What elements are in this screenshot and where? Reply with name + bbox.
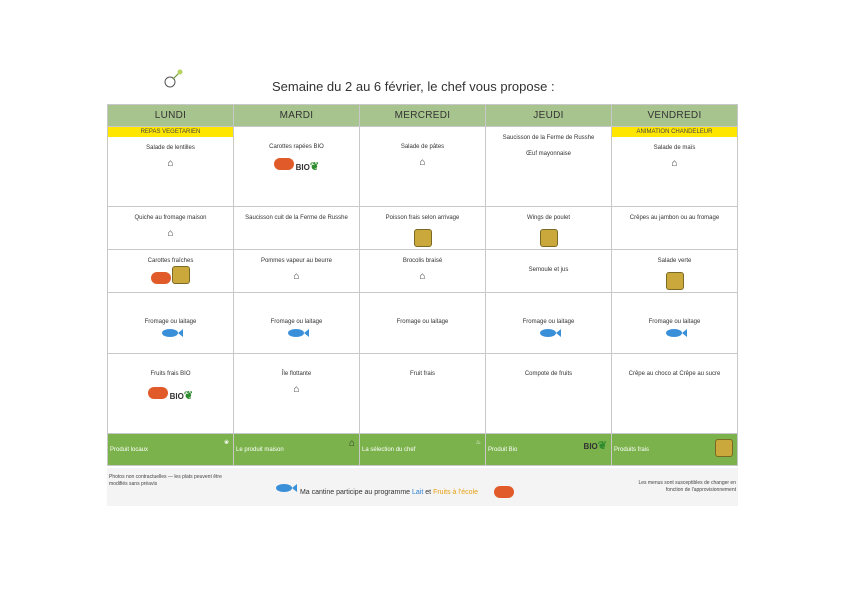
menu-cell — [108, 293, 234, 354]
legend-fresh: Produits frais — [612, 434, 738, 466]
milk-fish-icon — [159, 327, 183, 339]
fruit-school-icon — [274, 158, 294, 170]
chef-selection-icon — [172, 266, 190, 284]
menu-cell — [486, 354, 612, 434]
menu-cell — [612, 293, 738, 354]
bio-logo-icon: BIO❦ — [583, 440, 607, 452]
fruit-school-icon — [494, 486, 514, 498]
dish-label: Poisson frais selon arrivage — [385, 215, 460, 221]
menu-cell — [108, 207, 234, 250]
bio-logo-icon: BIO❦ — [169, 390, 194, 402]
program-lait: Lait — [412, 489, 424, 496]
program-prefix: Ma cantine participe au programme — [299, 489, 411, 496]
fruit-school-icon — [151, 272, 171, 284]
menu-cell — [486, 250, 612, 293]
bio-logo-icon: BIO❦ — [295, 161, 320, 173]
dish-label: Saucisson de la Ferme de Russhe — [502, 135, 595, 141]
dish-label: Crêpes au jambon ou au fromage — [629, 215, 720, 221]
homemade-pot-icon: ⌂ — [167, 158, 174, 169]
dish-label: Fromage ou laitage — [396, 319, 449, 325]
menu-cell — [486, 127, 612, 207]
dish-label: Pommes vapeur au beurre — [260, 258, 333, 264]
dish-label: Fromage ou laitage — [270, 319, 323, 325]
milk-fish-icon — [537, 327, 561, 339]
dish-label: Fruit frais — [409, 371, 435, 377]
milk-fish-icon — [663, 327, 687, 339]
local-product-icon: ❀ — [223, 440, 229, 446]
weekly-menu-table — [107, 104, 738, 466]
program-fruits: Fruits à l'école — [433, 489, 478, 496]
dish-label: Fromage ou laitage — [144, 319, 197, 325]
legend-bio: Produit Bio BIO❦ — [486, 434, 612, 466]
chandeleur-tag: ANIMATION CHANDELEUR — [612, 127, 737, 137]
menu-cell — [360, 127, 486, 207]
restaurant-logo-icon — [160, 66, 186, 92]
day-header-lundi: LUNDI — [108, 105, 234, 127]
chef-selection-icon — [540, 229, 558, 247]
legend-local: Produit locaux ❀ — [108, 434, 234, 466]
dish-label: Carottes rapées BIO — [269, 144, 324, 150]
footer-disclaimer: Photos non contractuelles — les plats peuvent être modifiés sans préavis — [109, 474, 222, 487]
dish-label: Fruits frais BIO — [150, 371, 191, 377]
homemade-pot-icon: ⌂ — [671, 158, 678, 169]
vegetarian-tag: REPAS VEGETARIEN — [108, 127, 233, 137]
dish-label: Fromage ou laitage — [522, 319, 575, 325]
menu-cell — [612, 127, 738, 207]
menu-cell — [360, 207, 486, 250]
menu-cell — [234, 354, 360, 434]
milk-fish-icon — [272, 482, 298, 494]
program-et: et — [425, 489, 432, 496]
menu-cell — [234, 127, 360, 207]
menu-cell — [612, 250, 738, 293]
fresh-product-icon — [715, 439, 733, 457]
dish-label: Salade de maïs — [653, 145, 696, 151]
menu-cell — [360, 293, 486, 354]
dish-label: Fromage ou laitage — [648, 319, 701, 325]
menu-cell — [234, 250, 360, 293]
menu-cell — [108, 250, 234, 293]
homemade-pot-icon: ⌂ — [348, 438, 355, 449]
dish-label: Crêpe au choco at Crêpe au sucre — [628, 371, 721, 377]
dish-label: Compote de fruits — [524, 371, 573, 377]
homemade-pot-icon: ⌂ — [293, 271, 300, 282]
menu-cell — [486, 207, 612, 250]
dish-label: Brocolis braisé — [402, 258, 443, 264]
dish-label: Wings de poulet — [526, 215, 571, 221]
dish-label: Île flottante — [281, 371, 312, 377]
footer-supply-note: Les menus sont susceptibles de changer en fonction de l'approvisionnement — [638, 480, 736, 493]
homemade-pot-icon: ⌂ — [419, 271, 426, 282]
dish-label: Salade verte — [657, 258, 692, 264]
menu-cell — [108, 127, 234, 207]
homemade-pot-icon: ⌂ — [167, 228, 174, 239]
milk-fish-icon — [285, 327, 309, 339]
dish-label: Saucisson cuit de la Ferme de Russhe — [245, 215, 348, 221]
day-header-jeudi: JEUDI — [486, 105, 612, 127]
dish-label: Œuf mayonnaise — [525, 151, 572, 157]
dish-label: Carottes fraîches — [147, 258, 194, 264]
day-header-vendredi: VENDREDI — [612, 105, 738, 127]
dish-label: Semoule et jus — [528, 267, 569, 273]
legend-chef: La sélection du chef ♨ — [360, 434, 486, 466]
day-header-mardi: MARDI — [234, 105, 360, 127]
legend-homemade: Le produit maison ⌂ — [234, 434, 360, 466]
program-note — [272, 482, 514, 498]
menu-cell — [360, 354, 486, 434]
chef-selection-icon — [414, 229, 432, 247]
footer-band — [107, 468, 738, 506]
menu-cell — [612, 354, 738, 434]
menu-cell — [108, 354, 234, 434]
fruit-school-icon — [148, 387, 168, 399]
menu-cell — [360, 250, 486, 293]
dish-label: Salade de pâtes — [400, 144, 445, 150]
menu-cell — [612, 207, 738, 250]
homemade-pot-icon: ⌂ — [293, 384, 300, 395]
chef-selection-icon — [666, 272, 684, 290]
menu-cell — [234, 293, 360, 354]
page-title: Semaine du 2 au 6 février, le chef vous propose : — [272, 79, 555, 94]
menu-cell — [486, 293, 612, 354]
homemade-pot-icon: ⌂ — [419, 157, 426, 168]
menu-cell — [234, 207, 360, 250]
chef-hat-icon: ♨ — [475, 440, 481, 446]
day-header-mercredi: MERCREDI — [360, 105, 486, 127]
dish-label: Salade de lentilles — [146, 145, 195, 151]
dish-label: Quiche au fromage maison — [134, 215, 207, 221]
